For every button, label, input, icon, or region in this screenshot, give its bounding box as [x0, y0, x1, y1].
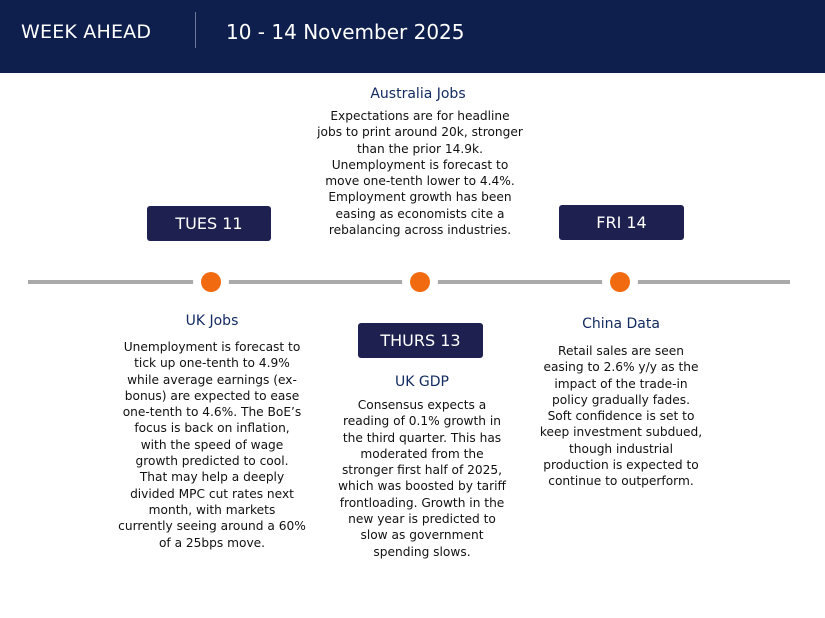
day-badge-fri: FRI 14 [559, 205, 684, 240]
event-text-thurs [318, 397, 526, 560]
event-text-line: keep investment subdued, [539, 425, 703, 440]
event-title-tues: UK Jobs [185, 313, 239, 329]
event-text-line: focus is back on inflation, [134, 421, 290, 436]
event-text-line: move one-tenth lower to 4.4%. [325, 174, 515, 189]
event-text-line: moderated from the [360, 446, 484, 461]
event-text-line: spending slows. [373, 544, 471, 559]
event-title-thurs: UK GDP [395, 374, 449, 390]
header-bar [0, 0, 825, 73]
event-text-fri [518, 343, 724, 490]
event-text-line: growth predicted to cool. [135, 454, 289, 469]
event-text-line: easing to 2.6% y/y as the [543, 360, 699, 375]
timeline-node-tues [193, 264, 229, 300]
event-text-line: rebalancing across industries. [328, 223, 512, 238]
event-text-line: which was boosted by tariff [338, 479, 506, 494]
event-text-line: frontloading. Growth in the [339, 495, 505, 510]
page-title: WEEK AHEAD [21, 21, 152, 43]
event-text-line: while average earnings (ex- [127, 372, 297, 387]
event-text-line: with the speed of wage [140, 437, 284, 452]
date-range: 10 - 14 November 2025 [226, 20, 465, 44]
event-text-line: divided MPC cut rates next [130, 486, 294, 501]
event-text-line: slow as government [360, 528, 484, 543]
event-text-line: jobs to print around 20k, stronger [317, 125, 523, 140]
header-divider [195, 12, 196, 48]
event-text-line: one-tenth to 4.6%. The BoE’s [122, 405, 302, 420]
event-text-line: bonus) are expected to ease [124, 388, 300, 403]
event-text-line: Soft confidence is set to [547, 409, 695, 424]
event-text-line: than the prior 14.9k. [357, 141, 483, 156]
event-text-line: continue to outperform. [548, 474, 694, 489]
event-text-line: of a 25bps move. [158, 535, 266, 550]
event-text-line: Expectations are for headline [330, 109, 510, 123]
event-title-fri: China Data [582, 316, 660, 332]
event-text-tues [106, 339, 318, 551]
day-badge-tues: TUES 11 [147, 206, 271, 241]
event-text-line: tick up one-tenth to 4.9% [134, 356, 290, 371]
event-text-line: Consensus expects a [357, 398, 487, 412]
orange-dot-icon [410, 272, 430, 292]
event-text-line: easing as economists cite a [335, 206, 505, 221]
event-text-wed [304, 108, 536, 238]
event-text-line: new year is predicted to [348, 512, 496, 527]
event-text-line: Unemployment is forecast to [331, 157, 509, 172]
event-text-line: Unemployment is forecast to [123, 340, 301, 354]
orange-dot-icon [610, 272, 630, 292]
event-text-line: Retail sales are seen [558, 344, 684, 358]
event-text-line: stronger first half of 2025, [341, 463, 503, 478]
event-text-line: reading of 0.1% growth in [342, 414, 501, 429]
event-text-line: though industrial [569, 441, 673, 456]
event-text-line: production is expected to [543, 458, 699, 473]
orange-dot-icon [201, 272, 221, 292]
event-text-line: Employment growth has been [328, 190, 512, 205]
event-text-line: That may help a deeply [139, 470, 285, 485]
day-badge-thurs: THURS 13 [358, 323, 483, 358]
event-text-line: impact of the trade-in [554, 376, 688, 391]
event-title-wed: Australia Jobs [370, 86, 466, 102]
event-text-line: the third quarter. This has [342, 430, 502, 445]
event-text-line: month, with markets [148, 502, 276, 517]
timeline-node-wed [402, 264, 438, 300]
event-text-line: currently seeing around a 60% [118, 519, 306, 534]
event-text-line: policy gradually fades. [552, 392, 690, 407]
timeline-node-fri [602, 264, 638, 300]
